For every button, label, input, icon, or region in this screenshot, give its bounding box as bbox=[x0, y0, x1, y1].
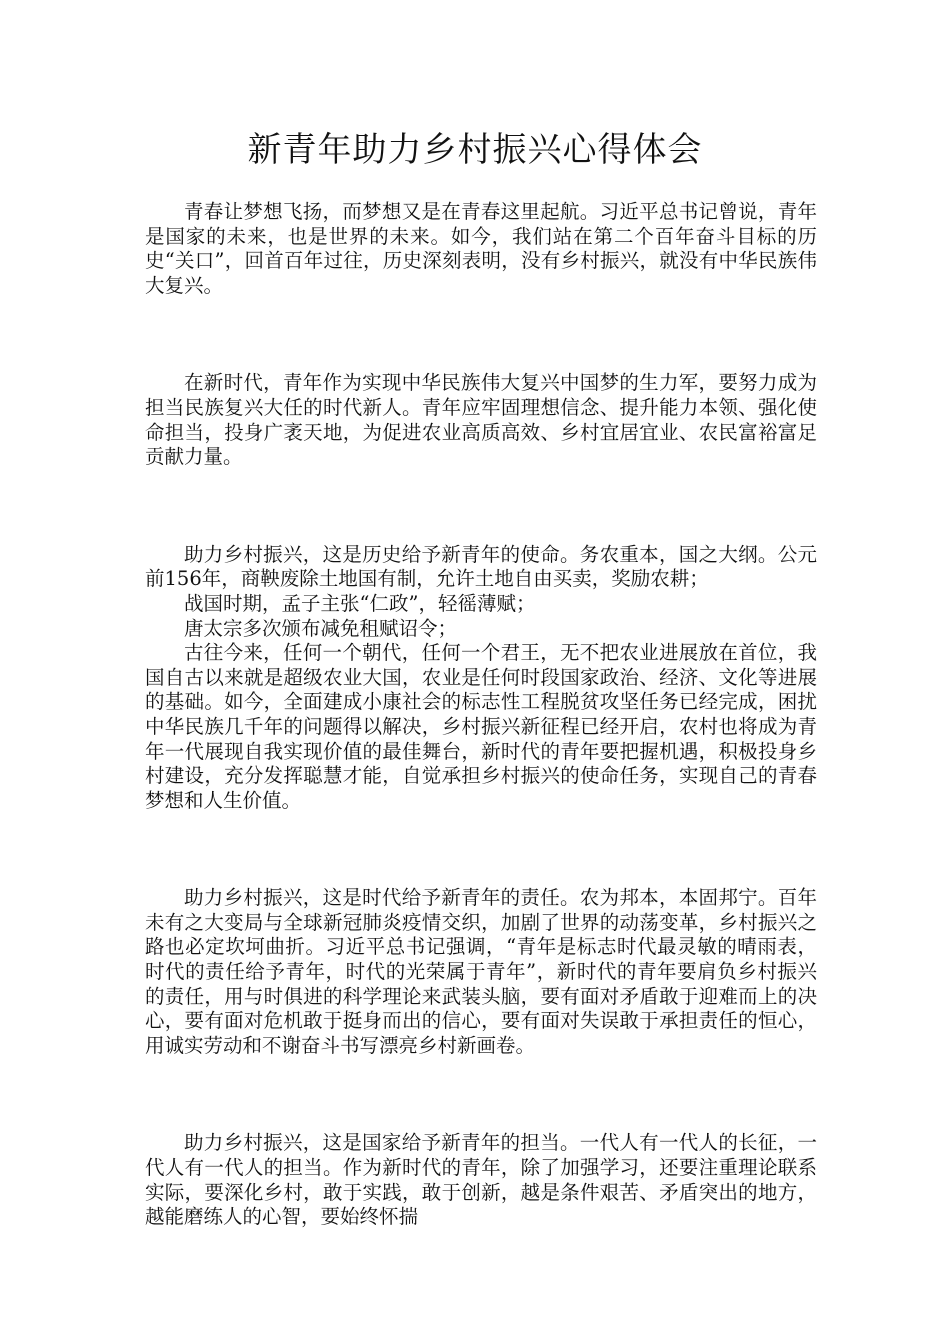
paragraph-2: 在新时代，青年作为实现中华民族伟大复兴中国梦的生力军，要努力成为担当民族复兴大任的时代新人。青年应牢固理想信念、提升能力本领、强化使命担当，投身广袤天地，为促进农业高质高效、乡村宜居宜业、农民富裕富足贡献力量。 bbox=[145, 371, 817, 469]
paragraph-4: 战国时期，孟子主张“仁政”，轻徭薄赋； bbox=[184, 591, 536, 615]
paragraph-8: 助力乡村振兴，这是国家给予新青年的担当。一代人有一代人的长征，一代人有一代人的担当。作为新时代的青年，除了加强学习，还要注重理论联系实际，要深化乡村，敢于实践，敢于创新，越是条件艰苦、矛盾突出的地方，越能磨练人的心智，要始终怀揣 bbox=[145, 1131, 817, 1229]
paragraph-1: 青春让梦想飞扬，而梦想又是在青春这里起航。习近平总书记曾说，青年是国家的未来，也是世界的未来。如今，我们站在第二个百年奋斗目标的历史“关口”，回首百年过往，历史深刻表明，没有乡村振兴，就没有中华民族伟大复兴。 bbox=[145, 200, 817, 297]
document-body bbox=[145, 200, 817, 1230]
paragraph-7: 助力乡村振兴，这是时代给予新青年的责任。农为邦本，本固邦宁。百年未有之大变局与全球新冠肺炎疫情交织，加剧了世界的动荡变革，乡村振兴之路也必定坎坷曲折。习近平总书记强调，“青年是标志时代最灵敏的晴雨表，时代的责任给予青年，时代的光荣属于青年”，新时代的青年要肩负乡村振兴的责任，用与时俱进的科学理论来武装头脑，要有面对矛盾敢于迎难而上的决心，要有面对危机敢于挺身而出的信心，要有面对失误敢于承担责任的恒心，用诚实劳动和不谢奋斗书写漂亮乡村新画卷。 bbox=[145, 886, 817, 1057]
paragraph-5: 唐太宗多次颁布减免租赋诏令； bbox=[184, 616, 458, 640]
paragraph-gap bbox=[145, 298, 817, 371]
paragraph-3: 助力乡村振兴，这是历史给予新青年的使命。务农重本，国之大纲。公元前156年，商鞅废除土地国有制，允许土地自由买卖，奖励农耕； bbox=[145, 542, 817, 591]
paragraph-6: 古往今来，任何一个朝代，任何一个君王，无不把农业进展放在首位，我国自古以来就是超级农业大国，农业是任何时段国家政治、经济、文化等进展的基础。如今，全面建成小康社会的标志性工程脱贫攻坚任务已经完成，困扰中华民族几千年的问题得以解决，乡村振兴新征程已经开启，农村也将成为青年一代展现自我实现价值的最佳舞台，新时代的青年要把握机遇，积极投身乡村建设，充分发挥聪慧才能，自觉承担乡村振兴的使命任务，实现自己的青春梦想和人生价值。 bbox=[145, 641, 817, 812]
paragraph-gap bbox=[145, 813, 817, 886]
paragraph-gap bbox=[145, 470, 817, 543]
document-title: 新青年助力乡村振兴心得体会 bbox=[247, 130, 703, 170]
paragraph-gap bbox=[145, 1058, 817, 1131]
